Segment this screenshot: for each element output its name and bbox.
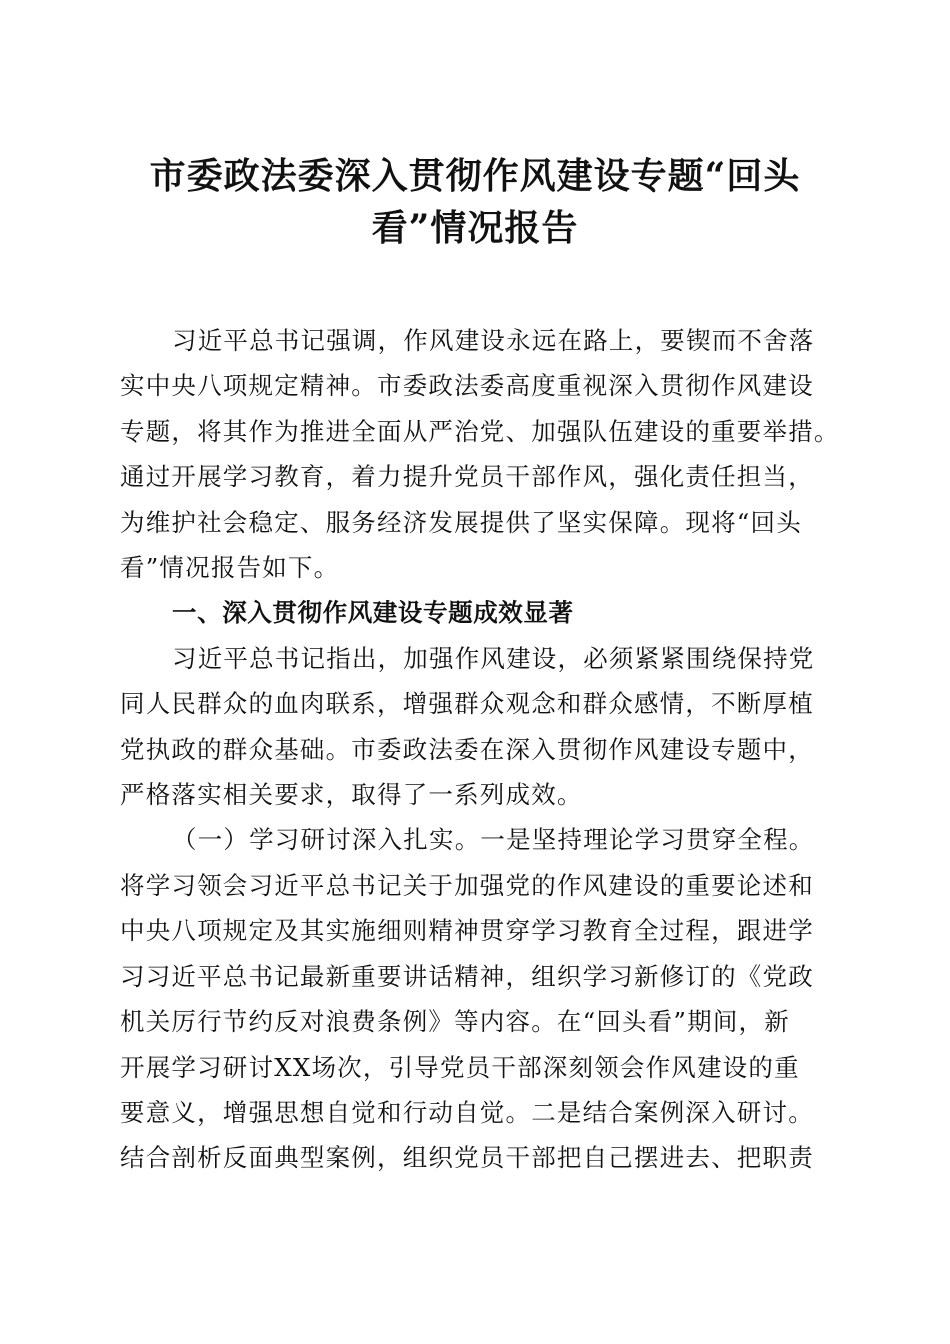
text-line: 通过开展学习教育，着力提升党员干部作风，强化责任担当， [120,462,814,492]
text-line: 将学习领会习近平总书记关于加强党的作风建设的重要论述和 [120,870,814,900]
text-line: 严格落实相关要求，取得了一系列成效。 [120,780,583,810]
heading-line: 一、深入贯彻作风建设专题成效显著 [172,598,574,628]
text-line: 中央八项规定及其实施细则精神贯穿学习教育全过程，跟进学 [120,916,814,946]
text-line: 要意义，增强思想自觉和行动自觉。二是结合案例深入研讨。 [120,1097,814,1127]
text-line: 机关厉行节约反对浪费条例》等内容。在“回头看”期间，新 [120,1007,790,1037]
intro-paragraph [120,318,840,590]
text-line: 结合剖析反面典型案例，组织党员干部把自己摆进去、把职责 [120,1143,814,1173]
text-line: （一）学习研讨深入扎实。一是坚持理论学习贯穿全程。 [172,825,815,855]
text-line: 开展学习研讨XX场次，引导党员干部深刻领会作风建设的重 [120,1052,800,1082]
document-body [120,318,840,1181]
text-line: 为维护社会稳定、服务经济发展提供了坚实保障。现将“回头 [120,507,802,537]
document-title [110,150,840,254]
section-heading [120,590,832,635]
text-line: 看”情况报告如下。 [120,553,340,583]
text-line: 习近平总书记指出，加强作风建设，必须紧紧围绕保持党 [172,643,815,673]
text-line: 实中央八项规定精神。市委政法委高度重视深入贯彻作风建设 [120,371,814,401]
title-line: 看”情况报告 [371,207,579,249]
text-line: 同人民群众的血肉联系，增强群众观念和群众感情，不断厚植 [120,689,814,719]
text-line: 专题，将其作为推进全面从严治党、加强队伍建设的重要举措。 [120,416,840,446]
title-line: 市委政法委深入贯彻作风建设专题“回头 [149,155,801,197]
section-paragraph [120,636,832,818]
text-line: 习习近平总书记最新重要讲话精神，组织学习新修订的《党政 [120,961,814,991]
text-line: 党执政的群众基础。市委政法委在深入贯彻作风建设专题中， [120,734,814,764]
text-line: 习近平总书记强调，作风建设永远在路上，要锲而不舍落 [172,326,815,355]
subsection-paragraph [120,817,832,1180]
